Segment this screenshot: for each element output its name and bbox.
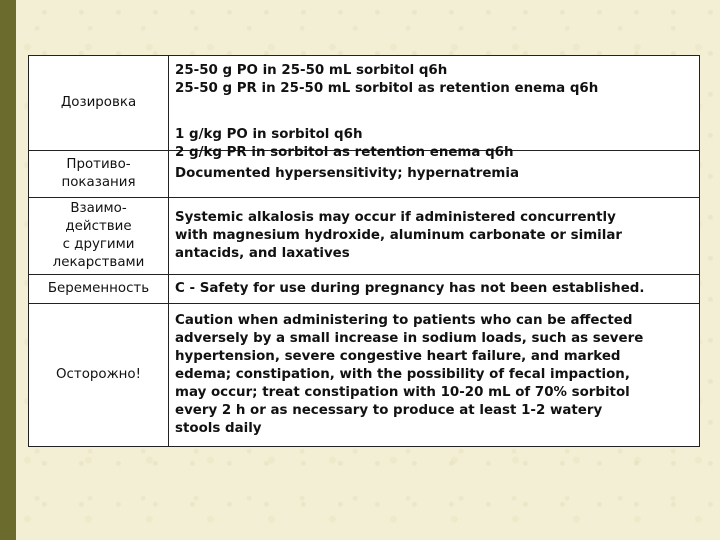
row-label-interactions xyxy=(29,198,169,275)
table-row-dosage xyxy=(29,56,700,151)
label-line: лекарствами xyxy=(52,255,145,270)
table-row-caution xyxy=(29,304,700,447)
row-content-dosage xyxy=(169,56,700,160)
row-label-contraindications xyxy=(29,151,169,198)
table-row-interactions xyxy=(29,198,700,275)
row-label-dosage xyxy=(29,56,169,151)
label-line: Взаимо- xyxy=(70,201,127,216)
row-content-caution xyxy=(169,304,700,447)
content-line: Caution when administering to patients who can be affected xyxy=(175,313,633,328)
dosage-line: 25-50 g PO in 25-50 mL sorbitol q6h xyxy=(175,63,448,78)
label-line: Дозировка xyxy=(60,95,137,110)
label-line: Противо- xyxy=(66,157,131,172)
dosage-adult-block xyxy=(175,62,598,98)
label-line: Беременность xyxy=(47,281,150,296)
drug-info-table xyxy=(28,55,700,447)
content-line: every 2 h or as necessary to produce at least 1-2 watery xyxy=(175,403,603,418)
dosage-line: 1 g/kg PO in sorbitol q6h xyxy=(175,127,363,142)
content-line: C - Safety for use during pregnancy has not been established. xyxy=(175,281,645,296)
content-line: Systemic alkalosis may occur if administered concurrently xyxy=(175,210,616,225)
row-label-caution xyxy=(29,304,169,447)
dosage-line: 2 g/kg PR in sorbitol as retention enema q6h xyxy=(175,145,514,160)
content-line: stools daily xyxy=(175,421,262,436)
content-line: with magnesium hydroxide, aluminum carbonate or similar xyxy=(175,228,623,243)
table-row-pregnancy xyxy=(29,275,700,304)
label-line: Осторожно! xyxy=(56,367,141,382)
content-line: may occur; treat constipation with 10-20 mL of 70% sorbitol xyxy=(175,385,630,400)
dosage-weight-block xyxy=(175,126,514,162)
label-line: с другими xyxy=(62,237,135,252)
row-content-interactions xyxy=(169,198,700,275)
dosage-line: 25-50 g PR in 25-50 mL sorbitol as retention enema q6h xyxy=(175,81,599,96)
content-line: hypertension, severe congestive heart failure, and marked xyxy=(175,349,621,364)
content-line: antacids, and laxatives xyxy=(175,246,350,261)
label-line: показания xyxy=(61,175,136,190)
content-line: edema; constipation, with the possibility of fecal impaction, xyxy=(175,367,630,382)
label-line: действие xyxy=(65,219,132,234)
content-line: adversely by a small increase in sodium loads, such as severe xyxy=(175,331,644,346)
content-line: Documented hypersensitivity; hypernatremia xyxy=(175,166,519,181)
row-label-pregnancy xyxy=(29,275,169,304)
slide-side-bar xyxy=(0,0,16,540)
row-content-pregnancy xyxy=(169,275,700,304)
